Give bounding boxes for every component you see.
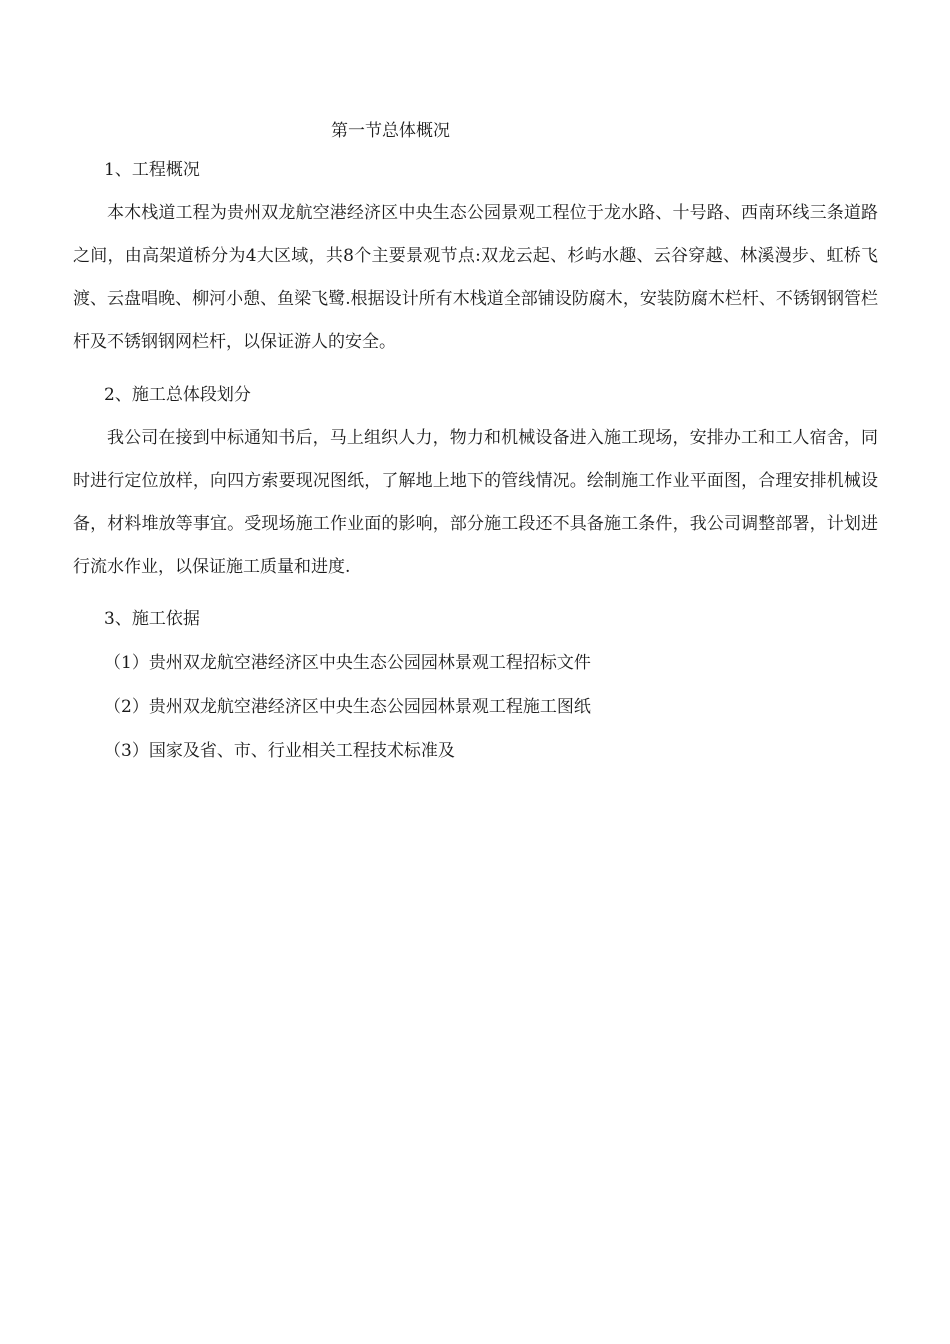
- basis-item-2: （2）贵州双龙航空港经济区中央生态公园园林景观工程施工图纸: [104, 697, 591, 717]
- heading-construction-division: 2、施工总体段划分: [104, 385, 251, 405]
- basis-item-3: （3）国家及省、市、行业相关工程技术标准及: [104, 741, 455, 761]
- heading-project-overview: 1、工程概况: [104, 160, 200, 180]
- basis-item-1: （1）贵州双龙航空港经济区中央生态公园园林景观工程招标文件: [104, 653, 591, 673]
- paragraph-project-overview: 本木栈道工程为贵州双龙航空港经济区中央生态公园景观工程位于龙水路、十号路、西南环线三条道路之间，由高架道桥分为4大区域，共8个主要景观节点:双龙云起、杉屿水趣、云谷穿越、林溪漫步、虹桥飞渡、云盘唱晚、柳河小憩、鱼梁飞鹭.根据设计所有木栈道全部铺设防腐木，安装防腐木栏杆、不锈钢钢管栏杆及不锈钢钢网栏杆，以保证游人的安全。: [73, 203, 878, 352]
- section-title: 第一节总体概况: [331, 121, 450, 141]
- heading-construction-basis: 3、施工依据: [104, 609, 200, 629]
- paragraph-construction-division: 我公司在接到中标通知书后，马上组织人力，物力和机械设备进入施工现场，安排办工和工人宿舍，同时进行定位放样，向四方索要现况图纸，了解地上地下的管线情况。绘制施工作业平面图，合理安排机械设备，材料堆放等事宜。受现场施工作业面的影响，部分施工段还不具备施工条件，我公司调整部署，计划进行流水作业，以保证施工质量和进度.: [73, 428, 878, 577]
